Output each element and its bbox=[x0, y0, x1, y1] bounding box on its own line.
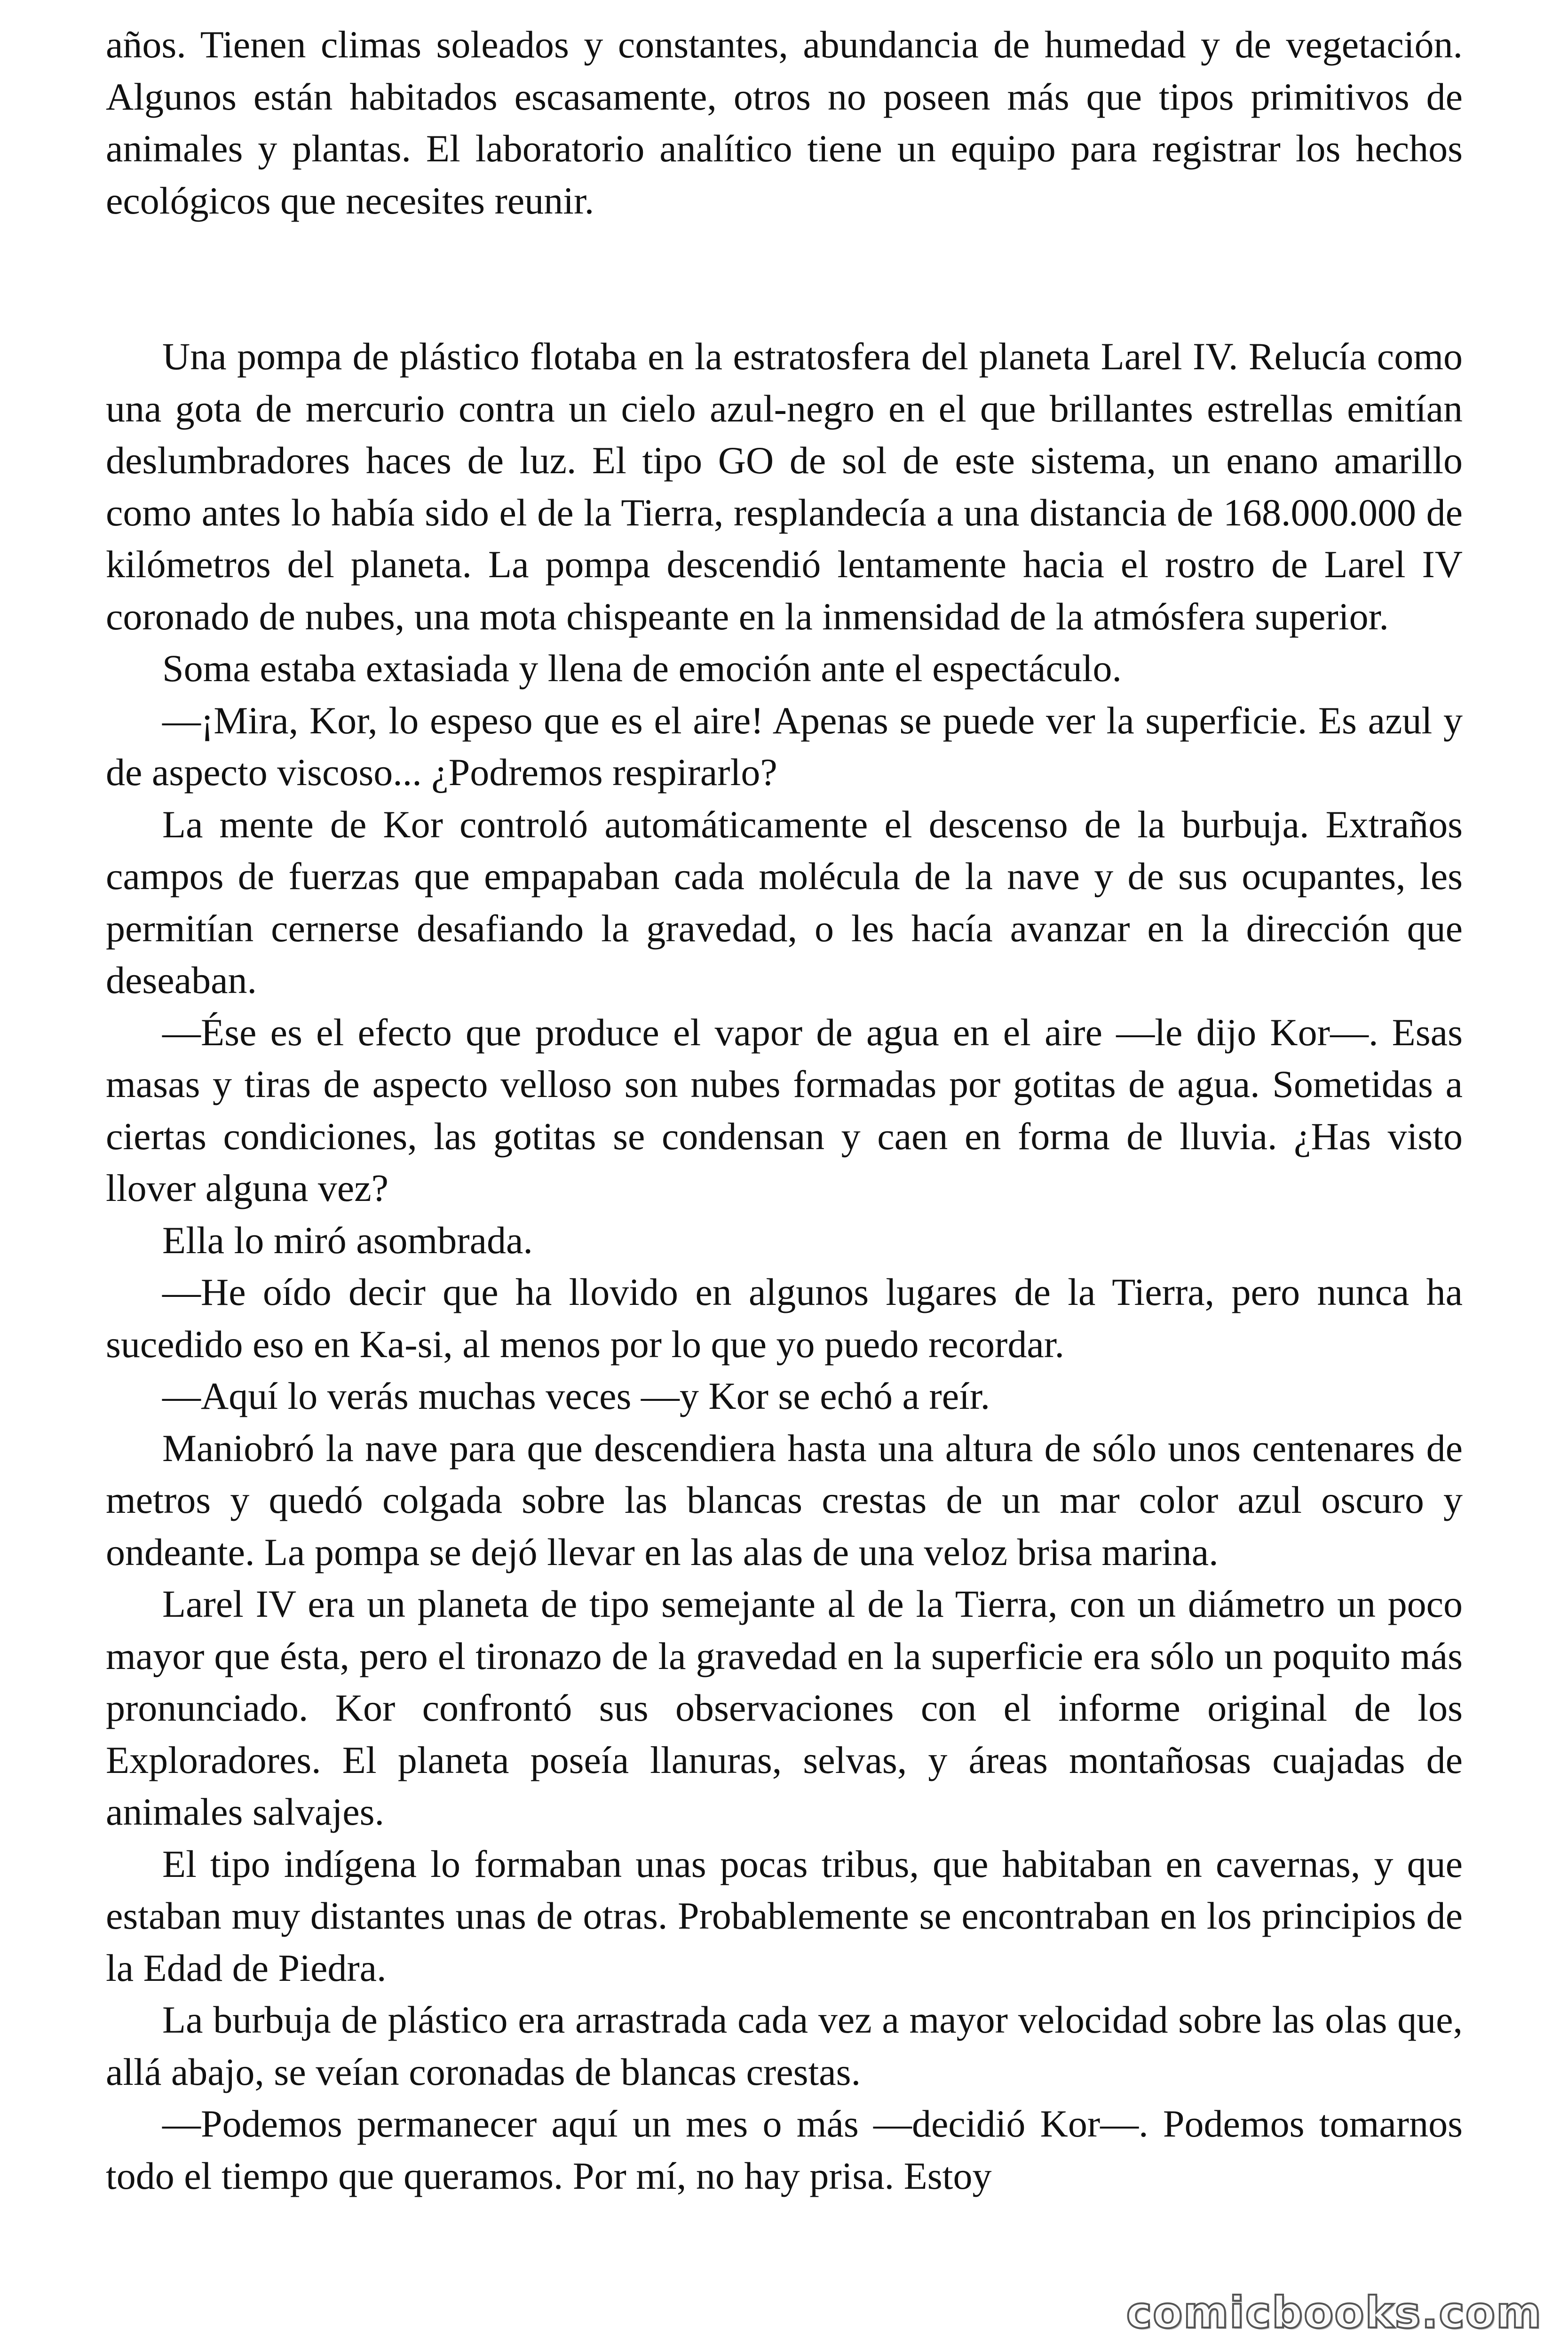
section-break bbox=[106, 227, 1463, 331]
paragraph: —Podemos permanecer aquí un mes o más —decidió Kor—. Podemos tomarnos todo el tiempo que queramos. Por mí, no hay prisa. Estoy bbox=[106, 2102, 1463, 2197]
page-body bbox=[106, 19, 1463, 2333]
paragraph: El tipo indígena lo formaban unas pocas tribus, que habitaban en cavernas, y que estaban muy distantes unas de otras. Probablemente se encontraban en los principios de la Edad de Piedra. bbox=[106, 1842, 1463, 1989]
paragraph: —Aquí lo verás muchas veces —y Kor se echó a reír. bbox=[162, 1375, 990, 1417]
paragraph: Una pompa de plástico flotaba en la estratosfera del planeta Larel IV. Relucía como una gota de mercurio contra un cielo azul-negro en el que brillantes estrellas emitían deslumbradores haces de luz. El tipo GO de sol de este sistema, un enano amarillo como antes lo había sido el de la Tierra, resplandecía a una distancia de 168.000.000 de kilómetros del planeta. La pompa descendió lentamente hacia el rostro de Larel IV coronado de nubes, una mota chispeante en la inmensidad de la atmósfera superior. bbox=[106, 335, 1463, 638]
paragraph: —He oído decir que ha llovido en algunos lugares de la Tierra, pero nunca ha sucedido eso en Ka-si, al menos por lo que yo puedo recordar. bbox=[106, 1271, 1463, 1366]
paragraph: Soma estaba extasiada y llena de emoción ante el espectáculo. bbox=[162, 647, 1122, 690]
paragraph: La burbuja de plástico era arrastrada cada vez a mayor velocidad sobre las olas que, allá abajo, se veían coronadas de blancas crestas. bbox=[106, 1998, 1463, 2093]
watermark: comicbooks.com bbox=[1126, 2288, 1542, 2338]
paragraph: Ella lo miró asombrada. bbox=[162, 1218, 533, 1262]
paragraph: Maniobró la nave para que descendiera hasta una altura de sólo unos centenares de metros y quedó colgada sobre las blancas crestas de un mar color azul oscuro y ondeante. La pompa se dejó llevar en las alas de una veloz brisa marina. bbox=[106, 1426, 1463, 1573]
paragraph-continued: años. Tienen climas soleados y constantes, abundancia de humedad y de vegetación. Algunos están habitados escasamente, otros no poseen más que tipos primitivos de animales y plantas. El laboratorio analítico tiene un equipo para registrar los hechos ecológicos que necesites reunir. bbox=[106, 23, 1463, 222]
paragraph: Larel IV era un planeta de tipo semejante al de la Tierra, con un diámetro un poco mayor que ésta, pero el tironazo de la gravedad en la superficie era sólo un poquito más pronunciado. Kor confrontó sus observaciones con el informe original de los Exploradores. El planeta poseía llanuras, selvas, y áreas montañosas cuajadas de animales salvajes. bbox=[106, 1582, 1463, 1833]
paragraph: La mente de Kor controló automáticamente el descenso de la burbuja. Extraños campos de fuerzas que empapaban cada molécula de la nave y de sus ocupantes, les permitían cernerse desafiando la gravedad, o les hacía avanzar en la dirección que deseaban. bbox=[106, 803, 1463, 1001]
paragraph: —Ése es el efecto que produce el vapor de agua en el aire —le dijo Kor—. Esas masas y tiras de aspecto velloso son nubes formadas por gotitas de agua. Sometidas a ciertas condiciones, las gotitas se condensan y caen en forma de lluvia. ¿Has visto llover alguna vez? bbox=[106, 1010, 1463, 1209]
paragraph: —¡Mira, Kor, lo espeso que es el aire! Apenas se puede ver la superficie. Es azul y de aspecto viscoso... ¿Podremos respirarlo? bbox=[106, 699, 1463, 794]
